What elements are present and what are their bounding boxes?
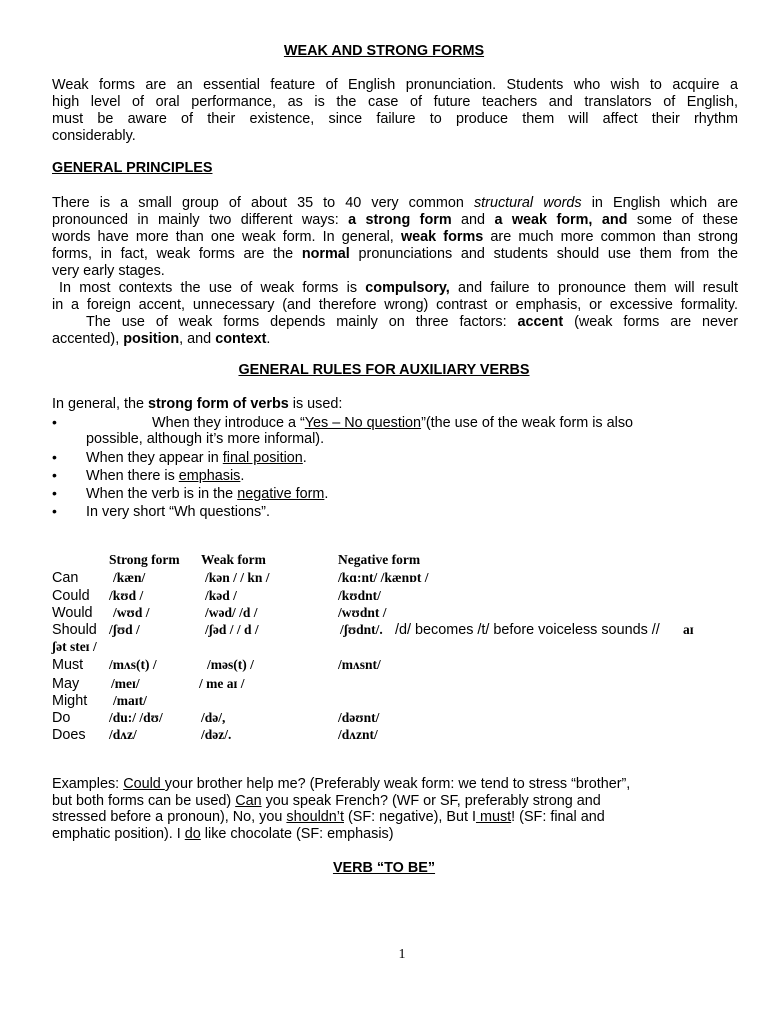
- text: pronunciations and students should use them from the: [349, 246, 739, 262]
- principles-line: in a foreign accent, unnecessary (and therefore wrong) contrast or emphasis, or excessive formality.: [52, 297, 738, 313]
- strong-form-cell: /mʌs(t) /: [109, 657, 157, 672]
- header-negative-form: Negative form: [338, 552, 421, 567]
- can-underlined: Can: [235, 792, 262, 809]
- text: Examples:: [52, 776, 124, 792]
- negative-form-cell: /kʊdnt/: [338, 588, 381, 603]
- principles-line: [52, 229, 738, 246]
- text: is used:: [288, 396, 343, 412]
- text: forms, in fact, weak forms are the: [52, 246, 302, 262]
- text: and: [451, 212, 495, 228]
- verb-cell: Should: [52, 622, 97, 638]
- strong-form-cell: /kʊd /: [109, 588, 144, 603]
- verb-cell: Would: [52, 605, 93, 621]
- weak-form-cell: /kəd /: [205, 588, 237, 603]
- verb-cell: Could: [52, 588, 90, 604]
- shouldnt-underlined: shouldn’t: [286, 809, 344, 825]
- intro-line: high level of oral performance, as is the case of future teachers and translators of English,: [52, 94, 738, 110]
- text: but both forms can be used): [52, 792, 236, 809]
- bullet-item: [52, 467, 244, 484]
- text: accented),: [52, 331, 124, 347]
- text: There is a small group of about 35 to 40 very common: [52, 195, 474, 211]
- header-weak-form: Weak form: [201, 552, 266, 567]
- principles-line: very early stages.: [52, 263, 165, 279]
- bullet-item: [52, 449, 307, 466]
- text: In general, the: [52, 396, 149, 412]
- verb-cell: Can: [52, 570, 79, 586]
- aux-lead: [52, 396, 342, 412]
- principles-line: [52, 195, 738, 212]
- weak-form-cell: /dəz/.: [201, 727, 232, 742]
- header-strong-form: Strong form: [109, 552, 180, 567]
- weak-form-cell: /ʃəd / / d /: [205, 622, 259, 637]
- normal-emphasis: normal: [301, 246, 350, 262]
- text: , and: [179, 331, 216, 347]
- text: some of these: [627, 212, 739, 228]
- strong-form-cell: /maɪt/: [113, 693, 147, 708]
- text: When the verb is in the: [86, 486, 238, 502]
- text: .: [302, 450, 307, 466]
- final-position-underlined: final position: [222, 450, 303, 466]
- context-emphasis: context: [215, 331, 267, 347]
- document-title: WEAK AND STRONG FORMS: [283, 43, 485, 59]
- position-emphasis: position: [123, 331, 180, 347]
- strong-form-cell: /du:/ /dʊ/: [109, 710, 163, 725]
- intro-line: considerably.: [52, 128, 136, 144]
- text: .: [324, 486, 329, 502]
- text: and failure to pronounce them will result: [449, 280, 738, 296]
- examples-line: [52, 776, 630, 793]
- text: your brother help me? (Preferably weak form: we tend to stress “brother”,: [164, 776, 631, 792]
- text: When they appear in: [86, 450, 223, 466]
- bullet-item: [52, 485, 328, 502]
- bullet-item: [52, 503, 270, 520]
- negative-form-cell: /dʌznt/: [338, 727, 378, 742]
- principles-line: [52, 280, 738, 297]
- weak-form-cell: /wəd/ /d /: [205, 605, 258, 620]
- negative-form-cell: /dəʊnt/: [338, 710, 380, 725]
- bullet-icon: •: [52, 449, 57, 465]
- compulsory-emphasis: compulsory,: [365, 280, 450, 296]
- verb-cell: Do: [52, 710, 71, 726]
- intro-paragraph: [52, 77, 738, 145]
- text: .: [266, 331, 271, 347]
- weak-form-cell: / me aɪ /: [199, 676, 245, 691]
- text: (weak forms are never: [563, 314, 738, 330]
- strong-form-emphasis: a strong form: [348, 212, 452, 228]
- general-principles-heading: GENERAL PRINCIPLES: [52, 160, 213, 176]
- emphasis-underlined: emphasis: [178, 468, 241, 484]
- strong-form-cell: /meɪ/: [111, 676, 140, 691]
- text: ”(the use of the weak form is also: [421, 415, 634, 431]
- verb-cell: Does: [52, 727, 86, 743]
- examples-line: [52, 793, 630, 810]
- text: The use of weak forms depends mainly on three factors:: [86, 314, 518, 330]
- voicing-note-tail: aɪ: [683, 622, 694, 637]
- verb-cell: Might: [52, 693, 88, 709]
- principles-line: [52, 314, 738, 331]
- auxiliary-verbs-heading: GENERAL RULES FOR AUXILIARY VERBS: [238, 362, 530, 378]
- text: are much more common than strong: [483, 229, 739, 245]
- strong-form-of-verbs-emphasis: strong form of verbs: [148, 396, 289, 412]
- text: emphatic position). I: [52, 825, 185, 842]
- strong-form-cell: /kæn/: [113, 570, 146, 585]
- text: like chocolate (SF: emphasis): [200, 825, 394, 842]
- bullet-continuation: possible, although it’s more informal).: [86, 431, 325, 447]
- could-underlined: Could: [123, 776, 165, 792]
- page-number: 1: [398, 947, 406, 962]
- weak-forms-emphasis: weak forms: [400, 229, 484, 245]
- must-underlined: must: [475, 809, 512, 825]
- negative-form-cell: /mʌsnt/: [338, 657, 381, 672]
- strong-form-cell: ʃət steɪ /: [52, 639, 97, 654]
- text: in English which are: [581, 195, 739, 211]
- negative-form-underlined: negative form: [237, 486, 325, 502]
- principles-paragraph: [52, 195, 738, 348]
- strong-form-cell: /ʃʊd /: [109, 622, 140, 637]
- negative-form-cell: /ʃʊdnt/.: [340, 622, 383, 637]
- yes-no-question-underlined: Yes – No question: [304, 415, 422, 431]
- bullet-icon: •: [52, 503, 57, 519]
- principles-line: [52, 331, 738, 348]
- structural-words-emphasis: structural words: [473, 195, 582, 211]
- verb-cell: May: [52, 676, 80, 692]
- negative-form-cell: /wʊdnt /: [338, 605, 387, 620]
- text: ! (SF: final and: [511, 809, 605, 825]
- text: When they introduce a “: [152, 415, 305, 431]
- text: you speak French? (WF or SF, preferably strong and: [261, 792, 601, 809]
- examples-line: [52, 809, 630, 826]
- bullet-icon: •: [52, 414, 57, 430]
- negative-form-cell: /kɑ:nt/ /kænɒt /: [338, 570, 429, 585]
- text: In most contexts the use of weak forms is: [59, 280, 366, 296]
- intro-line: must be aware of their existence, since failure to produce them will affect their rhythm: [52, 111, 738, 127]
- bullet-icon: •: [52, 485, 57, 501]
- bullet-icon: •: [52, 467, 57, 483]
- verb-cell: Must: [52, 657, 84, 673]
- strong-form-cell: /dʌz/: [109, 727, 137, 742]
- text: words have more than one weak form. In general,: [52, 229, 401, 245]
- do-underlined: do: [184, 825, 201, 842]
- weak-form-emphasis: a weak form, and: [494, 212, 628, 228]
- accent-emphasis: accent: [517, 314, 564, 330]
- voicing-note: /d/ becomes /t/ before voiceless sounds //: [395, 622, 660, 638]
- weak-form-cell: /də/,: [201, 710, 226, 725]
- verb-to-be-heading: VERB “TO BE”: [332, 860, 436, 876]
- text: (SF: negative), But I: [344, 809, 476, 825]
- weak-form-cell: /kən / / kn /: [205, 570, 270, 585]
- examples-line: [52, 826, 630, 843]
- text: stressed before a pronoun), No, you: [52, 809, 287, 825]
- bullet-item: [52, 414, 633, 431]
- examples-paragraph: [52, 776, 630, 842]
- text: pronounced in mainly two different ways:: [52, 212, 349, 228]
- principles-line: [52, 246, 738, 263]
- text: In very short “Wh questions”.: [86, 504, 270, 520]
- text: When there is: [86, 468, 179, 484]
- strong-form-cell: /wʊd /: [113, 605, 150, 620]
- principles-line: [52, 212, 738, 229]
- text: .: [240, 468, 245, 484]
- intro-line: Weak forms are an essential feature of English pronunciation. Students who wish to acquire a: [52, 77, 738, 93]
- weak-form-cell: /məs(t) /: [207, 657, 254, 672]
